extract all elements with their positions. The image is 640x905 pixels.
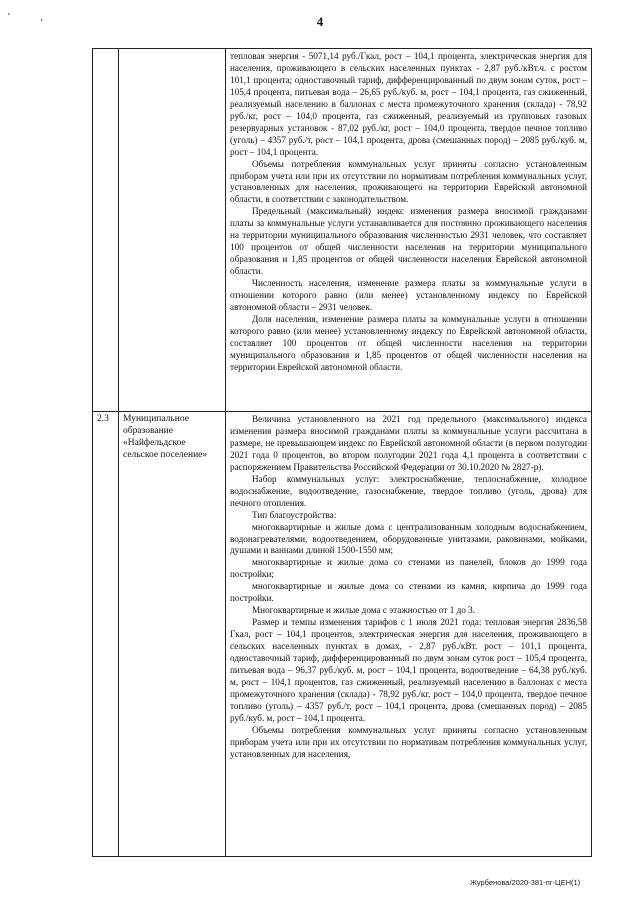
paragraph: Многоквартирные и жилые дома с этажностью от 1 до 3. (252, 605, 476, 616)
paragraph: Набор коммунальных услуг: электроснабжение, теплоснабжение, холодное водоснабжение, водоотведение, газоснабжение, твердое топливо (уголь, дрова) для печного отопления. (230, 473, 587, 508)
paragraph: Объемы потребления коммунальных услуг приняты согласно установленным приборам учета или при их отсутствии по нормативам потребления коммунальных услуг, установленных для населения, проживающего на территории Еврейской автономной области, в соответствии с законодательством. (230, 158, 587, 205)
municipality-name (119, 49, 226, 412)
row-content (226, 49, 592, 412)
paragraph: Предельный (максимальный) индекс изменения размера вносимой гражданами платы за коммунальные услуги устанавливается для постоянно проживающего населения на территории муниципального образования численностью 2931 человек, что составляет 100 процентов от общей численности населения на территории муниципального образования и 1,85 процентов от общей численности населения Еврейской автономной области. (230, 206, 587, 277)
page-number: 4 (316, 14, 324, 29)
paragraph: Численность населения, изменение размера платы за коммунальные услуги в отношении которого равно (или менее) установленному индексу по Еврейской автономной области – 2931 человек. (230, 278, 587, 313)
paragraph: многоквартирные и жилые дома с централизованным холодным водоснабжением, водонагревателями, водоотведением, оборудованные унитазами, раковинами, мойками, душами и ваннами длиной 1500-1550 мм; (230, 521, 587, 556)
row-number (93, 49, 119, 412)
paragraph: тепловая энергия - 5071,14 руб./Гкал, рост – 104,1 процента, электрическая энергия для населения, проживающего в сельских населенных пунктах - 2,87 руб./кВт.ч. с ростом 101,1 процента; одноставочный тариф, дифференцированный по двум зонам суток, рост – 105,4 процента, питьевая вода – 26,65 руб./куб. м, рост – 104,1 процента, газ сжиженный, реализуемый населению в баллонах с места промежуточного хранения (склада) - 78,92 руб./кг, рост – 104,0 процента, газ сжиженный, реализуемый из групповых газовых резервуарных установок - 87,02 руб./кг, рост – 104,0 процента, твердое печное топливо (уголь) – 4357 руб./т, рост – 104,1 процента, дрова (смешанных пород) – 2085 руб./куб. м, рост – 104,1 процента. (230, 51, 587, 157)
table-row (93, 49, 592, 412)
row-number: 2.3 (93, 412, 119, 857)
paragraph: Объемы потребления коммунальных услуг приняты согласно установленным приборам учета или при их отсутствии по нормативам потребления коммунальных услуг, установленных для населения, (230, 724, 587, 759)
paragraph: Тип благоустройства: (252, 509, 337, 520)
table-row (93, 412, 592, 857)
document-id: Журбенова/2020-381-пг-ЦЕН(1) (470, 878, 581, 887)
paragraph: Величина установленного на 2021 год предельного (максимального) индекса изменения размера вносимой гражданами платы за коммунальные услуги рассчитана в размере, не превышающем индекс по Еврейской автономной области (в первом полугодии 2021 года 0 процентов, во втором полугодии 2021 года 4,1 процента в соответствии с распоряжением Правительства Российской Федерации от 30.10.2020 № 2827-р). (230, 414, 587, 472)
document-table (92, 48, 592, 857)
paragraph: многоквартирные и жилые дома со стенами из камня, кирпича до 1999 года постройки. (230, 581, 587, 604)
paragraph: многоквартирные и жилые дома со стенами из панелей, блоков до 1999 года постройки; (230, 557, 587, 580)
scan-mark: ' (8, 12, 24, 23)
paragraph: Размер и темпы изменения тарифов с 1 июля 2021 года: тепловая энергия 2836,58 Гкал, рост – 104,1 процентов, электрическая энергия для населения, проживающего в сельских населенных пунктах в домах, - 2,87 руб./кВт. рост – 101,1 процента, одноставочный тариф, дифференцированный по двум зонам суток рост – 105,4 процента, питьевая вода – 96,37 руб./куб. м, рост – 104,1 процента, водоотведение – 64,38 руб./куб. м, рост – 104,1 процентов, газ сжиженный, реализуемый населению в баллонах с места промежуточного хранения (склада) - 78,92 руб./кг, рост – 104,0 процента, твердое печное топливо (уголь) – 4357 руб./т, рост – 104,1 процента, дрова (смешанных пород) – 2085 руб./куб. м, рост – 104,1 процента. (230, 617, 587, 723)
paragraph: Доля населения, изменение размера платы за коммунальные услуги в отношении которого равно (или менее) установленному индексу по Еврейской автономной области, составляет 100 процентов от общей численности населения на территории муниципального образования и 1,85 процентов от общей численности населения на территории Еврейской автономной области. (230, 313, 587, 372)
municipality-name: Муниципальное образование «Найфельдское сельское поселение» (119, 412, 226, 857)
row-content (226, 412, 592, 857)
scan-mark: , (40, 12, 57, 23)
